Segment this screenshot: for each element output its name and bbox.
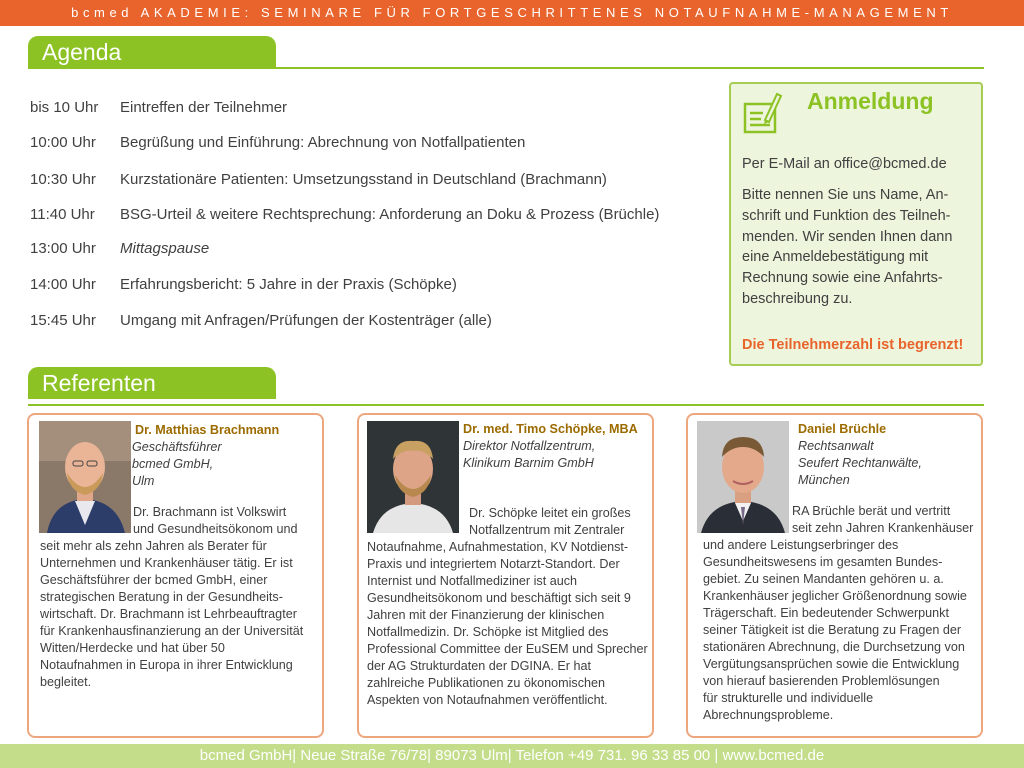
speaker-role-line: Klinikum Barnim GmbH [463,456,594,470]
speaker-role-line: Seufert Rechtanwälte, [798,456,922,470]
speaker-bio-line: Praxis und integriertem Notarzt-Standort. Der [367,557,620,571]
speaker-bio-line: Dr. Schöpke leitet ein großes [469,506,631,520]
registration-text-line: eine Anmeldebestätigung mit [742,249,929,266]
speaker-bio-line: RA Brüchle berät und vertritt [792,504,951,518]
header-banner: bcmed AKADEMIE: SEMINARE FÜR FORTGESCHRITTENES NOTAUFNAHME-MANAGEMENT [0,0,1024,26]
speaker-bio-line: Notaufnahmen in Europa in ihrer Entwicklung [40,658,293,672]
agenda-desc: Mittagspause [120,240,210,257]
speaker-bio-line: und Gesundheitsökonom und [133,522,298,536]
registration-text-line: schrift und Funktion des Teilneh- [742,207,951,224]
speaker-bio-line: seit zehn Jahren Krankenhäuser [792,521,974,535]
speaker-bio-line: Unternehmen und Krankenhäuser tätig. Er ist [40,556,293,570]
agenda-time: 10:00 Uhr [30,134,96,151]
speaker-bio-line: von hierauf basierenden Problemlösungen [703,674,940,688]
speaker-name: Dr. Matthias Brachmann [135,423,280,437]
registration-text-line: menden. Wir senden Ihnen dann [742,228,953,245]
registration-text-line: Rechnung sowie eine Anfahrts- [742,270,943,287]
speaker-bio-line: und andere Leistungserbringer des [703,538,899,552]
speaker-bio-line: Trägerschaft. Ein bedeutender Schwerpunkt [703,606,949,620]
speaker-bio-line: strategischen Beratung in der Gesundheits- [40,590,283,604]
speaker-bio-line: Geschäftsführer der bcmed GmbH, einer [40,573,268,587]
registration-text-line: Bitte nennen Sie uns Name, An- [742,187,949,203]
speaker-bio-line: der AG Strukturdaten der DGINA. Er hat [367,659,591,673]
speaker-bio-line: Witten/Herdecke und hat über 50 [40,641,225,655]
agenda-desc: BSG-Urteil & weitere Rechtsprechung: Anforderung an Doku & Prozess (Brüchle) [120,206,660,223]
speaker-bio-line: Abrechnungsprobleme. [703,708,834,722]
speaker-bio-line: Internist und Notfallmediziner ist auch [367,574,577,588]
speaker-name: Dr. med. Timo Schöpke, MBA [463,422,638,436]
speaker-name: Daniel Brüchle [798,422,887,436]
agenda-time: 11:40 Uhr [30,206,95,223]
agenda-heading: Agenda [28,36,276,68]
speaker-bio-line: Professional Committee der EuSEM und Sprecher [367,642,648,656]
speaker-bio-line: Gesundheitsökonom und beschäftigt sich seit 9 [367,591,631,605]
registration-limit-note: Die Teilnehmerzahl ist begrenzt! [742,337,964,353]
speaker-bio-line: seit mehr als zehn Jahren als Berater für [40,539,267,553]
speakers-divider [28,404,984,406]
speaker-bio-line: gebiet. Zu seinen Mandanten gehören u. a. [703,572,944,586]
agenda-desc: Kurzstationäre Patienten: Umsetzungsstand in Deutschland (Brachmann) [120,171,607,188]
speaker-photo [697,421,789,533]
speaker-card-schoepke [357,413,654,738]
registration-text [742,185,978,310]
agenda-desc: Erfahrungsbericht: 5 Jahre in der Praxis (Schöpke) [120,276,457,293]
speaker-bio-line: zahlreiche Publikationen zu ökonomischen [367,676,606,690]
agenda-time: 13:00 Uhr [30,240,96,257]
speaker-bio-line: stationären Abrechnung, die Durchsetzung von [703,640,965,654]
speaker-bio-line: Gesundheitswesens im gesamten Bundes- [703,555,943,569]
footer-contact: bcmed GmbH| Neue Straße 76/78| 89073 Ulm| Telefon +49 731. 96 33 85 00 | www.bcmed.de [0,744,1024,768]
speaker-role-line: Rechtsanwalt [798,439,874,453]
speaker-bio-line: Aspekten von Notaufnahmen veröffentlicht. [367,693,608,707]
speaker-bio-line: Krankenhäuser jeglicher Größenordnung sowie [703,589,967,603]
speaker-bio-line: Dr. Brachmann ist Volkswirt [133,505,287,519]
agenda-divider [28,67,984,69]
speaker-role-line: Direktor Notfallzentrum, [463,439,596,453]
speaker-bio-line: wirtschaft. Dr. Brachmann ist Lehrbeauftragter [40,607,297,621]
agenda-desc: Begrüßung und Einführung: Abrechnung von Notfallpatienten [120,134,526,151]
speaker-bio-line: Notfallzentrum mit Zentraler [469,523,625,537]
speaker-bio-line: für strukturelle und individuelle [703,691,874,705]
registration-title: Anmeldung [807,88,934,114]
speakers-heading: Referenten [28,367,276,399]
agenda-time: 10:30 Uhr [30,171,96,188]
speaker-role-line: Geschäftsführer [132,440,222,454]
agenda-time: 14:00 Uhr [30,276,96,293]
speaker-bio-line: seiner Tätigkeit ist die Beratung zu Fragen der [703,623,962,637]
agenda-time: bis 10 Uhr [30,99,99,116]
registration-text-line: beschreibung zu. [742,290,853,307]
registration-email: Per E-Mail an office@bcmed.de [742,156,947,172]
agenda-time: 15:45 Uhr [30,312,96,329]
speaker-photo [367,421,459,533]
agenda-desc: Umgang mit Anfragen/Prüfungen der Kostenträger (alle) [120,312,492,329]
form-pencil-icon [743,90,783,136]
speaker-card-brachmann [27,413,324,738]
speaker-role-line: bcmed GmbH, [132,457,214,471]
speaker-card-bruechle [686,413,983,738]
speaker-bio-line: Notaufnahme, Aufnahmestation, KV Notdienst- [367,540,629,554]
speaker-role-line: Ulm [132,474,155,488]
speaker-bio-line: begleitet. [40,675,92,689]
speaker-bio-line: Notfallmedizin. Dr. Schöpke ist Mitglied des [367,625,609,639]
speaker-role-line: München [798,473,850,487]
registration-box [729,82,983,366]
agenda-desc: Eintreffen der Teilnehmer [120,99,288,116]
speaker-bio-line: Jahren mit der Finanzierung der klinischen [367,608,605,622]
speaker-bio-line: Vergütungsansprüchen sowie die Entwicklung [703,657,960,671]
speaker-photo [39,421,131,533]
speaker-bio-line: für Krankenhausfinanzierung an der Universität [40,624,304,638]
